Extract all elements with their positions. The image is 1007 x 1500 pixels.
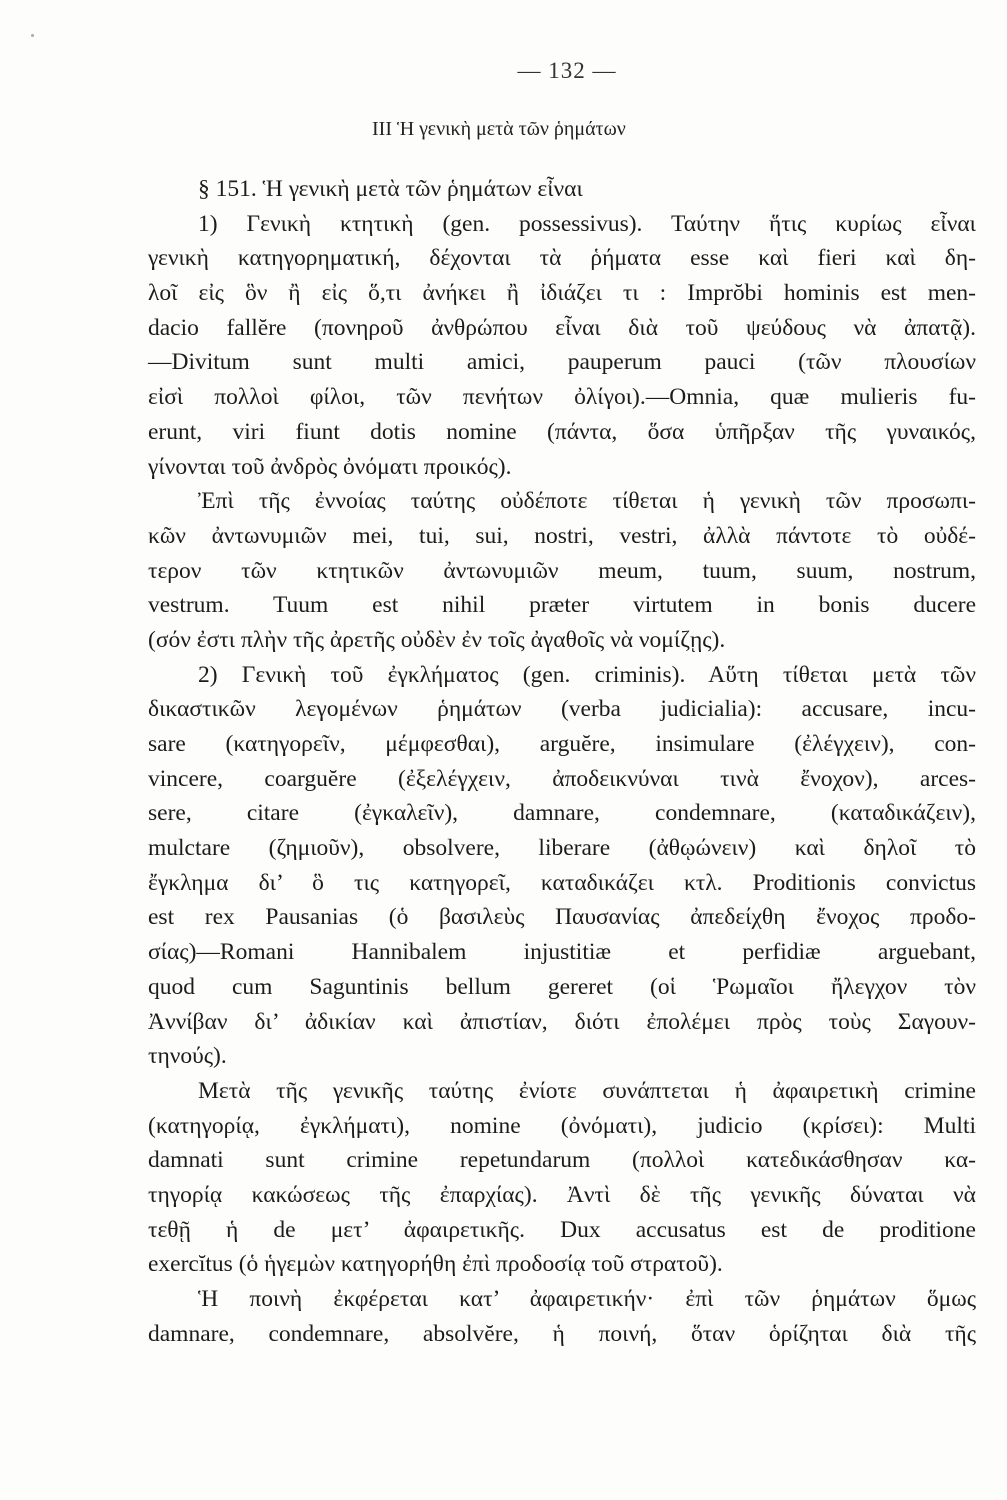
text-line: 1) Γενικὴ κτητικὴ (gen. possessivus). Ταύτην ἥτις κυρίως εἶναι [198, 210, 976, 237]
text-line: δικαστικῶν λεγομένων ῥημάτων (verba judicialia): accusare, incu- [148, 696, 976, 723]
text-line: τερον τῶν κτητικῶν ἀντωνυμιῶν meum, tuum, suum, nostrum, [148, 557, 976, 584]
text-line: damnare, condemnare, absolvĕre, ἡ ποινή, ὅταν ὁρίζηται διὰ τῆς [148, 1320, 976, 1347]
text-line: γίνονται τοῦ ἀνδρὸς ὀνόματι προικός). [148, 453, 512, 480]
page-number: — 132 — [517, 58, 617, 83]
text-line: quod cum Saguntinis bellum gereret (οἱ Ῥωμαῖοι ἤλεγχον τὸν [148, 973, 976, 1000]
text-line: exercĭtus (ὁ ἡγεμὼν κατηγορήθη ἐπὶ προδοσίᾳ τοῦ στρατοῦ). [148, 1251, 723, 1278]
text-line: 2) Γενικὴ τοῦ ἐγκλήματος (gen. criminis). Αὕτη τίθεται μετὰ τῶν [198, 661, 976, 688]
text-line: κῶν ἀντωνυμιῶν mei, tui, sui, nostri, vestri, ἀλλὰ πάντοτε τὸ οὐδέ- [148, 522, 976, 549]
text-line: mulctare (ζημιοῦν), obsolvere, liberare (ἀθῳώνειν) καὶ δηλοῖ τὸ [148, 835, 976, 862]
text-line: —Divitum sunt multi amici, pauperum pauci (τῶν πλουσίων [148, 349, 976, 376]
text-line: Ἡ ποινὴ ἐκφέρεται κατ’ ἀφαιρετικήν· ἐπὶ τῶν ῥημάτων ὅμως [198, 1286, 976, 1312]
text-line: Μετὰ τῆς γενικῆς ταύτης ἐνίοτε συνάπτεται ἡ ἀφαιρετικὴ crimine [198, 1077, 976, 1104]
text-line: vestrum. Tuum est nihil præter virtutem in bonis ducere [148, 592, 976, 619]
text-line: Ἀννίβαν δι’ ἀδικίαν καὶ ἀπιστίαν, διότι ἐπολέμει πρὸς τοὺς Σαγουν- [148, 1008, 976, 1035]
text-line: vincere, coarguĕre (ἐξελέγχειν, ἀποδεικνύναι τινὰ ἔνοχον), arces- [148, 765, 976, 792]
text-line: § 151. Ἡ γενικὴ μετὰ τῶν ῥημάτων εἶναι [198, 176, 583, 202]
text-line: ἔγκλημα δι’ ὃ τις κατηγορεῖ, καταδικάζει κτλ. Proditionis convictus [148, 869, 976, 896]
text-line: est rex Pausanias (ὁ βασιλεὺς Παυσανίας ἀπεδείχθη ἔνοχος προδο- [148, 904, 976, 931]
text-line: τεθῇ ἡ de μετ’ ἀφαιρετικῆς. Dux accusatus est de proditione [148, 1216, 976, 1243]
text-line: λοῖ εἰς ὃν ἢ εἰς ὅ,τι ἀνήκει ἢ ἰδιάζει τι : Imprŏbi hominis est men- [148, 280, 976, 307]
text-line: γενικὴ κατηγορηματική, δέχονται τὰ ῥήματα esse καὶ fieri καὶ δη- [148, 245, 976, 272]
text-line: σίας)—Romani Hannibalem injustitiæ et perfidiæ arguebant, [148, 939, 976, 966]
text-line: Ἐπὶ τῆς ἐννοίας ταύτης οὐδέποτε τίθεται ἡ γενικὴ τῶν προσωπι- [198, 488, 976, 515]
text-line: τηνούς). [148, 1043, 227, 1070]
text-line: erunt, viri fiunt dotis nomine (πάντα, ὅσα ὑπῆρξαν τῆς γυναικός, [148, 418, 976, 445]
scan-speck [31, 34, 34, 37]
text-line: (σόν ἐστι πλὴν τῆς ἀρετῆς οὐδὲν ἐν τοῖς ἀγαθοῖς νὰ νομίζῃς). [148, 626, 726, 653]
text-line: sare (κατηγορεῖν, μέμφεσθαι), arguĕre, insimulare (ἐλέγχειν), con- [148, 731, 976, 757]
text-line: εἰσὶ πολλοὶ φίλοι, τῶν πενήτων ὀλίγοι).—Omnia, quæ mulieris fu- [148, 384, 976, 411]
text-line: sere, citare (ἐγκαλεῖν), damnare, condemnare, (καταδικάζειν), [148, 800, 976, 827]
body-text [148, 172, 976, 1351]
text-line: damnati sunt crimine repetundarum (πολλοὶ κατεδικάσθησαν κα- [148, 1147, 976, 1174]
text-line: (κατηγορίᾳ, ἐγκλήματι), nomine (ὀνόματι), judicio (κρίσει): Multi [148, 1112, 976, 1139]
section-heading: III Ἡ γενικὴ μετὰ τῶν ῥημάτων [372, 118, 626, 140]
text-line: τηγορίᾳ κακώσεως τῆς ἐπαρχίας). Ἀντὶ δὲ τῆς γενικῆς δύναται νὰ [148, 1181, 976, 1208]
text-line: dacio fallĕre (πονηροῦ ἀνθρώπου εἶναι διὰ τοῦ ψεύδους νὰ ἀπατᾷ). [148, 314, 976, 341]
